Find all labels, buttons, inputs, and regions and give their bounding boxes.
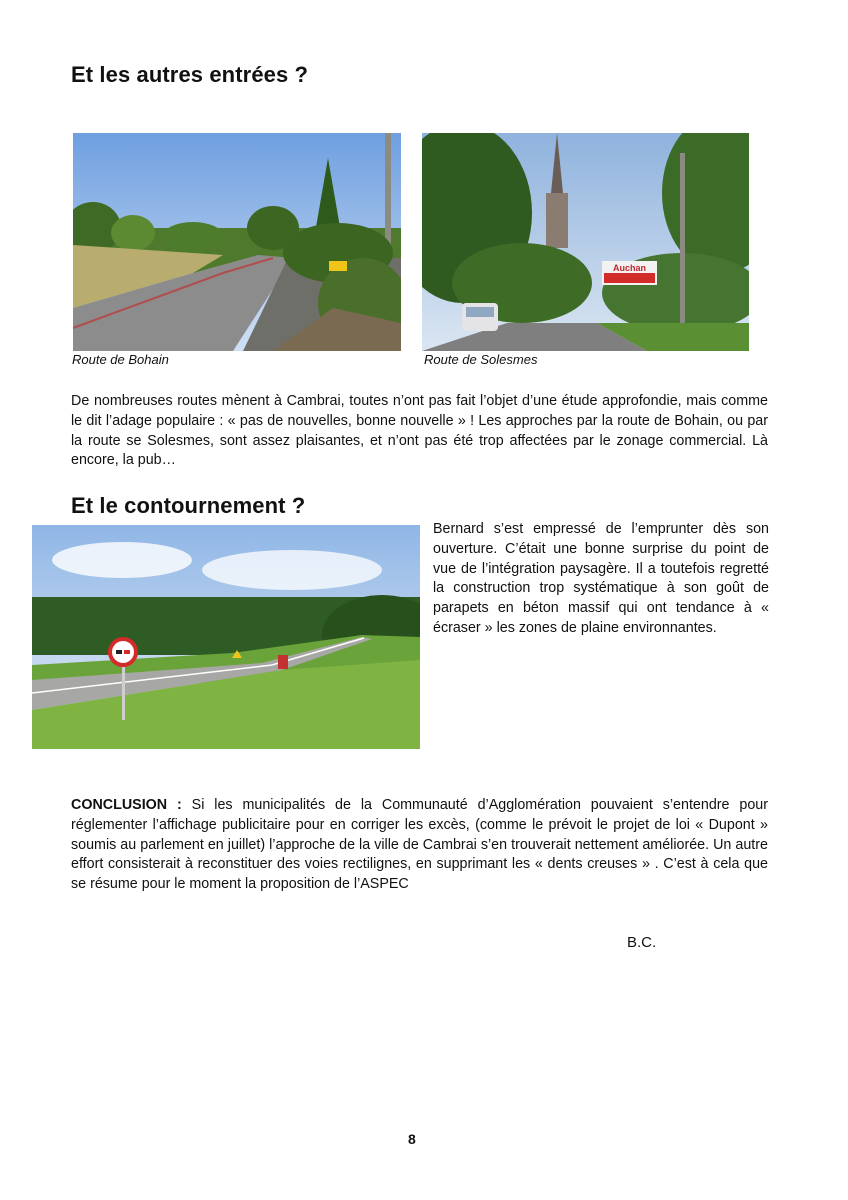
caption-route-de-bohain: Route de Bohain [72, 352, 169, 367]
page-number: 8 [408, 1131, 416, 1147]
photo-route-de-solesmes [422, 133, 749, 351]
conclusion-label: CONCLUSION : [71, 797, 182, 813]
photo-contournement [32, 525, 420, 749]
paragraph-contournement: Bernard s’est empressé de l’emprunter dès son ouverture. C’était une bonne surprise du point de vue de l’intégration paysagère. Il a toutefois regretté la construction trop systématique à son goût de parapets en béton massif qui ont tendance à « écraser » les zones de plaine environnantes. [433, 521, 769, 636]
conclusion-text: Si les municipalités de la Communauté d’Agglomération pouvaient s’entendre pour réglementer l’affichage publicitaire pour en corriger les excès, (comme le prévoit le projet de loi « Dupont » soumis au parlement en juillet) l’approche de la ville de Cambrai s’en trouverait nettement améliorée. Un autre effort consisterait à reconstituer des voies rectilignes, en supprimant les « dents creuses » . C’est à cela que se résume pour le moment la proposition de l’ASPEC [71, 797, 769, 893]
paragraph-conclusion [71, 796, 768, 895]
section-title-contournement: Et le contournement ? [71, 493, 306, 518]
caption-route-de-solesmes: Route de Solesmes [424, 352, 538, 367]
signature: B.C. [627, 934, 657, 951]
paragraph-autres-entrees: De nombreuses routes mènent à Cambrai, toutes n’ont pas fait l’objet d’une étude approfondie, mais comme le dit l’adage populaire : « pas de nouvelles, bonne nouvelle » ! Les approches par la route de Bohain, ou par la route se Solesmes, sont assez plaisantes, et n’ont pas été trop affectées par le zonage commercial. Là encore, la pub… [71, 393, 768, 469]
auchan-sign-text: Auchan [612, 263, 647, 273]
photo-route-de-bohain [73, 133, 401, 351]
section-title-entrees: Et les autres entrées ? [71, 62, 309, 87]
